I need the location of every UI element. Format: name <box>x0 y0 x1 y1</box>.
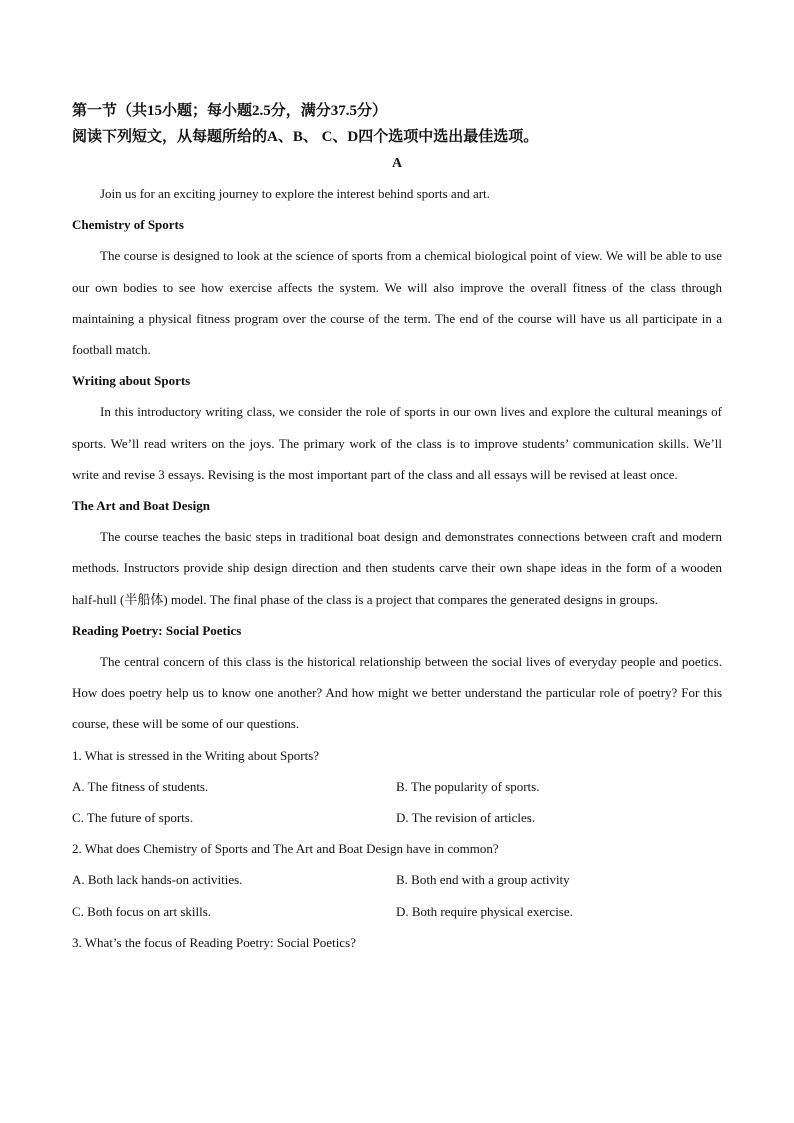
document-page <box>72 98 722 958</box>
course-title-boat-design: The Art and Boat Design <box>72 498 210 514</box>
passage-label: A <box>391 156 403 171</box>
question-1-option-b: B. The popularity of sports. <box>396 778 540 794</box>
question-2-options <box>72 864 722 926</box>
question-2-option-a: A. Both lack hands-on activities. <box>72 872 243 888</box>
course-title-poetry: Reading Poetry: Social Poetics <box>72 622 242 638</box>
instruction-text: 阅读下列短文，从每题所给的A、B、 C、D四个选项中选出最佳选项。 <box>72 129 539 145</box>
course-text-writing: In this introductory writing class, we consider the role of sports in our own lives and explore the cultural meanings of sports. We’ll read writers on the joys. The primary work of the class is to improve students’ communication skills. We’ll write and revise 3 essays. Revising is the most important part of the class and all essays will be revised at least once. <box>72 404 722 482</box>
question-2-option-b: B. Both end with a group activity <box>396 872 570 888</box>
course-title-writing: Writing about Sports <box>72 373 191 389</box>
question-1-options <box>72 771 722 833</box>
question-1-option-d: D. The revision of articles. <box>396 810 536 826</box>
question-1-option-a: A. The fitness of students. <box>72 778 209 794</box>
question-1-stem: 1. What is stressed in the Writing about Sports? <box>72 747 320 763</box>
question-2-stem: 2. What does Chemistry of Sports and The Art and Boat Design have in common? <box>72 841 499 857</box>
question-1-option-c: C. The future of sports. <box>72 810 194 826</box>
course-title-chemistry: Chemistry of Sports <box>72 217 184 233</box>
question-3-stem: 3. What’s the focus of Reading Poetry: Social Poetics? <box>72 934 356 950</box>
question-2-option-c: C. Both focus on art skills. <box>72 903 212 919</box>
passage-intro: Join us for an exciting journey to explore the interest behind sports and art. <box>100 186 490 201</box>
question-2-option-d: D. Both require physical exercise. <box>396 903 573 919</box>
course-text-chemistry: The course is designed to look at the science of sports from a chemical biological point of view. We will be able to use our own bodies to see how exercise affects the system. We will also improve the overall fitness of the class through maintaining a physical fitness program over the course of the term. The end of the course will have us all participate in a football match. <box>72 248 722 358</box>
course-text-boat-design: The course teaches the basic steps in traditional boat design and demonstrates connections between craft and modern methods. Instructors provide ship design direction and then students carve their own shape ideas in the form of a wooden half-hull (半船体) model. The final phase of the class is a project that compares the generated designs in groups. <box>72 529 722 607</box>
course-text-poetry: The central concern of this class is the historical relationship between the social lives of everyday people and poetics. How does poetry help us to know one another? And how might we better understand the particular role of poetry? For this course, these will be some of our questions. <box>72 654 722 732</box>
section-heading: 第一节（共15小题；每小题2.5分，满分37.5分） <box>72 103 388 119</box>
